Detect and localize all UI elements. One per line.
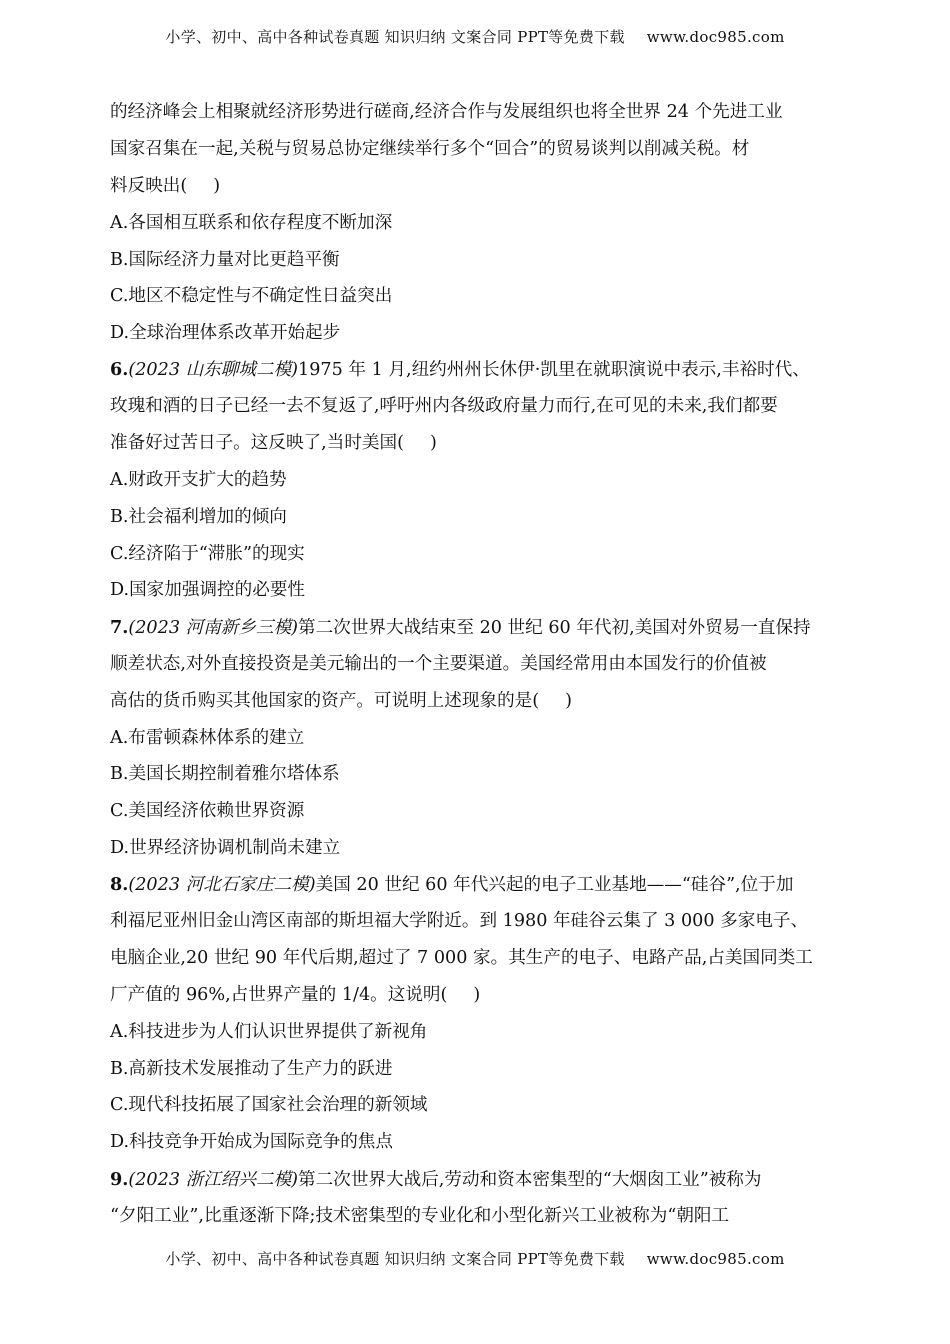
option-b: B.国际经济力量对比更趋平衡	[110, 249, 340, 270]
question-source: (2023 河北石家庄二模)	[128, 875, 316, 896]
option-a: A.财政开支扩大的趋势	[110, 470, 287, 491]
option-a: A.布雷顿森林体系的建立	[110, 727, 305, 748]
option-c: C.经济陷于“滞胀”的现实	[110, 543, 305, 564]
header-text: 小学、初中、高中各种试卷真题 知识归纳 文案合同 PPT等免费下载	[165, 28, 625, 46]
question-number: 8.	[110, 874, 129, 896]
page-footer	[0, 1248, 950, 1269]
option-d: D.科技竞争开始成为国际竞争的焦点	[110, 1131, 393, 1152]
question-text-line: 厂产值的 96%,占世界产量的 1/4。这说明( )	[110, 985, 481, 1006]
header-url[interactable]: www.doc985.com	[646, 28, 785, 46]
option-b: B.社会福利增加的倾向	[110, 506, 287, 527]
question-7	[110, 609, 845, 866]
option-c: C.地区不稳定性与不确定性日益突出	[110, 286, 393, 307]
question-number: 7.	[110, 616, 129, 638]
option-c: C.现代科技拓展了国家社会治理的新领域	[110, 1095, 428, 1116]
option-c: C.美国经济依赖世界资源	[110, 800, 305, 821]
question-8	[110, 866, 845, 1160]
footer-url[interactable]: www.doc985.com	[646, 1250, 785, 1268]
option-a: A.各国相互联系和依存程度不断加深	[110, 213, 393, 233]
question-text-line: 电脑企业,20 世纪 90 年代后期,超过了 7 000 家。其生产的电子、电路产品,占美国同类工	[110, 948, 813, 969]
question-text-line: 高估的货币购买其他国家的资产。可说明上述现象的是( )	[110, 690, 572, 711]
question-source: (2023 山东聊城二模)	[128, 360, 299, 381]
question-5	[110, 94, 845, 351]
question-text-line: 利福尼亚州旧金山湾区南部的斯坦福大学附近。到 1980 年硅谷云集了 3 000 多家电子、	[110, 911, 809, 932]
question-text-line: 的经济峰会上相聚就经济形势进行磋商,经济合作与发展组织也将全世界 24 个先进工业	[110, 102, 783, 122]
page-header	[0, 26, 950, 47]
question-text-line: 国家召集在一起,关税与贸易总协定继续举行多个“回合”的贸易谈判以削减关税。材	[110, 139, 750, 159]
question-content	[110, 94, 845, 1235]
question-text-line: 8.(2023 河北石家庄二模)美国 20 世纪 60 年代兴起的电子工业基地——“硅谷”,位于加	[110, 874, 794, 896]
question-text-line: 6.(2023 山东聊城二模)1975 年 1 月,纽约州州长休伊·凯里在就职演说中表示,丰裕时代、	[110, 359, 810, 381]
question-number: 9.	[110, 1168, 129, 1190]
footer-text: 小学、初中、高中各种试卷真题 知识归纳 文案合同 PPT等免费下载	[165, 1250, 625, 1268]
question-text-line: 玫瑰和酒的日子已经一去不复返了,呼吁州内各级政府量力而行,在可见的未来,我们都要	[110, 396, 778, 417]
option-b: B.美国长期控制着雅尔塔体系	[110, 764, 340, 785]
question-text-line: 准备好过苦日子。这反映了,当时美国( )	[110, 433, 437, 454]
question-6	[110, 351, 845, 608]
option-d: D.国家加强调控的必要性	[110, 580, 306, 601]
question-text-line: “夕阳工业”,比重逐渐下降;技术密集型的专业化和小型化新兴工业被称为“朝阳工	[110, 1205, 730, 1226]
question-text-line: 顺差状态,对外直接投资是美元输出的一个主要渠道。美国经常用由本国发行的价值被	[110, 653, 767, 674]
question-text-line: 料反映出( )	[110, 176, 221, 196]
option-d: D.全球治理体系改革开始起步	[110, 322, 341, 343]
question-number: 6.	[110, 359, 129, 381]
option-b: B.高新技术发展推动了生产力的跃进	[110, 1058, 393, 1079]
option-d: D.世界经济协调机制尚未建立	[110, 837, 341, 858]
question-9	[110, 1161, 845, 1235]
question-source: (2023 河南新乡三模)	[128, 617, 299, 638]
question-text-line: 9.(2023 浙江绍兴二模)第二次世界大战后,劳动和资本密集型的“大烟囱工业”被称为	[110, 1168, 762, 1190]
option-a: A.科技进步为人们认识世界提供了新视角	[110, 1022, 428, 1043]
question-source: (2023 浙江绍兴二模)	[128, 1169, 299, 1190]
question-text-line: 7.(2023 河南新乡三模)第二次世界大战结束至 20 世纪 60 年代初,美国对外贸易一直保持	[110, 616, 811, 638]
